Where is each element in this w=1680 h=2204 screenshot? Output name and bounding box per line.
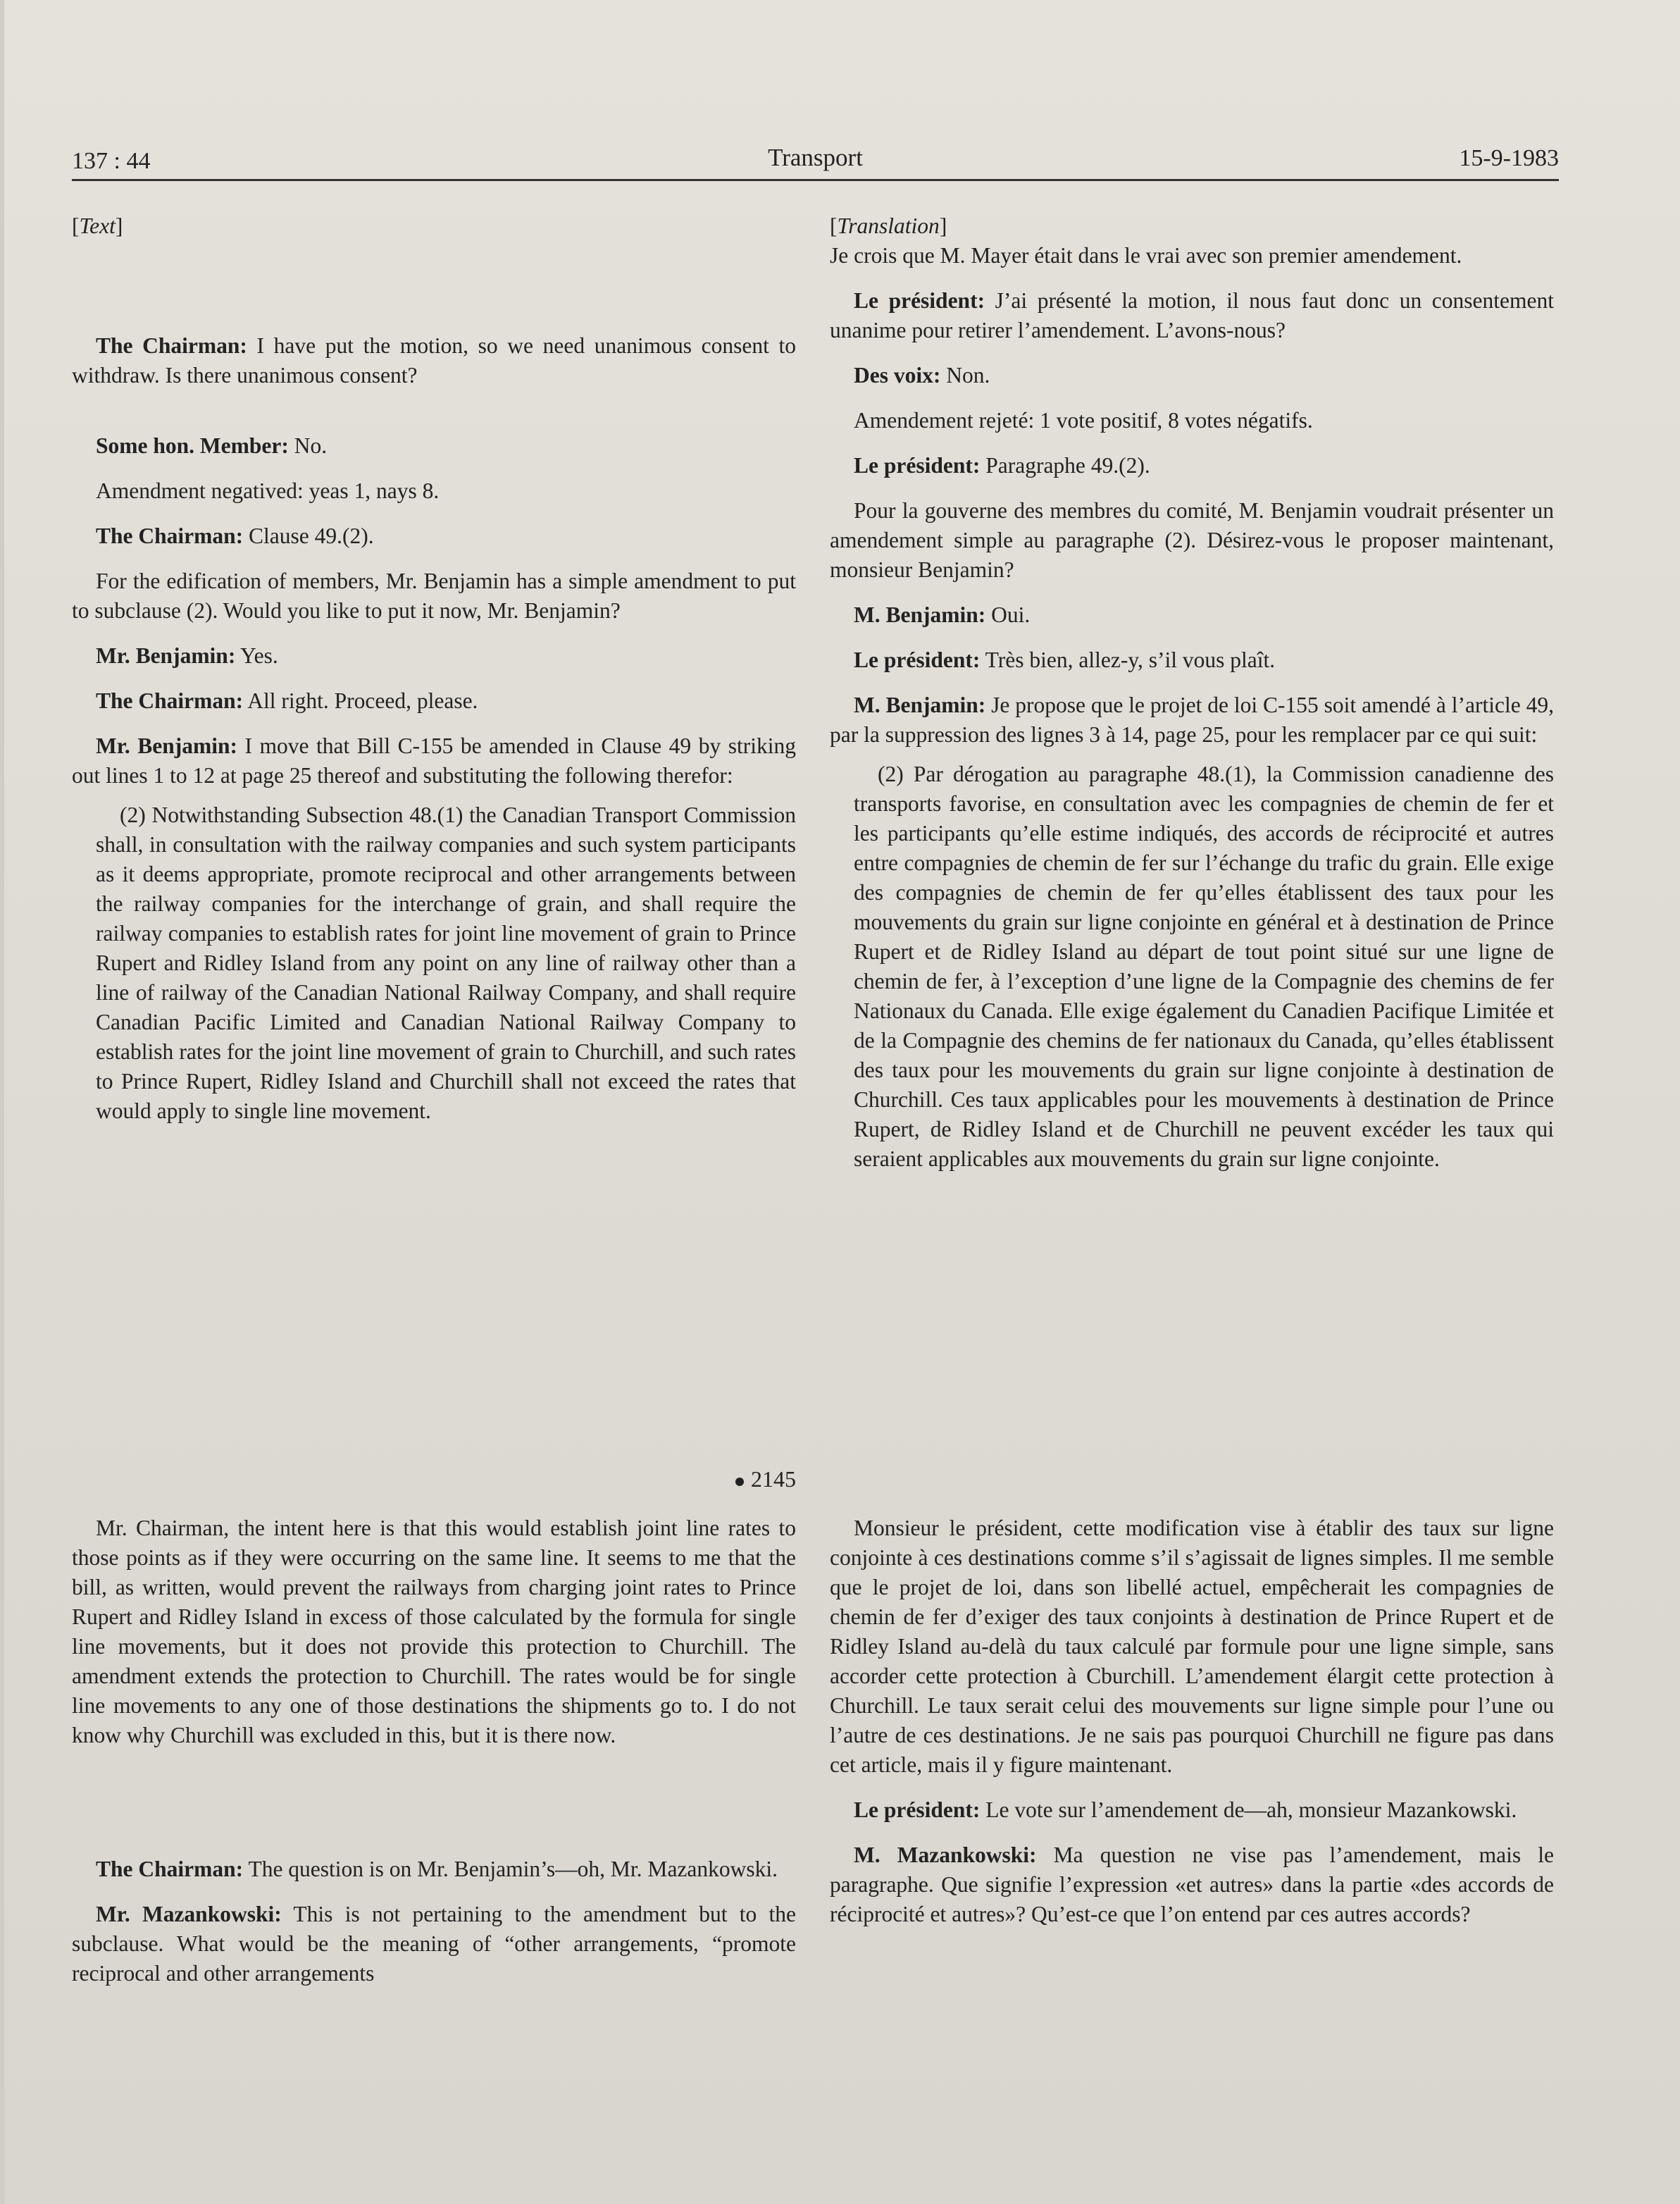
speaker-name: M. Mazankowski: <box>854 1843 1037 1867</box>
speaker-name: The Chairman: <box>96 524 244 548</box>
paragraph: The Chairman: The question is on Mr. Benjamin’s—oh, Mr. Mazankowski. <box>96 1857 778 1881</box>
speaker-name: The Chairman: <box>96 333 247 358</box>
speaker-name: M. Benjamin: <box>854 693 986 717</box>
paragraph: M. Benjamin: Oui. <box>854 602 1031 627</box>
paragraph: Mr. Benjamin: Yes. <box>96 643 278 668</box>
paragraph: Some hon. Member: No. <box>96 433 328 458</box>
paragraph: For the edification of members, Mr. Benjamin has a simple amendment to put to subclause (2). Would you like to put it now, Mr. Benjamin? <box>72 569 796 623</box>
speaker-name: Le président: <box>854 1797 981 1822</box>
paragraph: Mr. Chairman, the intent here is that this would establish joint line rates to those points as if they were occurring on the same line. It seems to me that the bill, as written, would prevent the railways from charging joint rates to Prince Rupert and Ridley Island in excess of those calculated by the formula for single line movements, but it does not provide this protection to Churchill. The amendment extends the protection to Churchill. The rates would be for single line movements to any one of those destinations the shipments go to. I do not know why Churchill was excluded in this, but it is there now. <box>72 1516 796 1747</box>
amendment-quote: (2) Par dérogation au paragraphe 48.(1), la Commission canadienne des transports favorise, en consultation avec les compagnies de chemin de fer et les participants qu’elle estime indiqués, des accords de réciprocité et autres entre compagnies de chemin de fer sur l’échange du trafic du grain. Elle exige des compagnies de chemin de fer qu’elles établissent des taux pour les mouvements du grain sur ligne conjointe en général et à destination de Prince Rupert et de Ridley Island au départ de tout point situé sur une ligne de chemin de fer, à l’exception d’une ligne de la Compagnie des chemins de fer Nationaux du Canada. Elle exige également du Canadien Pacifique Limitée et de la Compagnie des chemins de fer nationaux du Canada, qu’elles établissent des taux pour les mouvements du grain sur ligne conjointe à destination de Churchill. Ces taux applicables pour les mouvements à destination de Prince Rupert, de Ridley Island et de Churchill ne peuvent excéder les taux qui seraient applicables aux mouvements du grain sur ligne conjointe. <box>854 762 1554 1171</box>
paragraph: Amendement rejeté: 1 vote positif, 8 votes négatifs. <box>854 408 1313 433</box>
section-tag: [Translation] <box>830 213 947 238</box>
speaker-name: Mr. Benjamin: <box>96 643 236 668</box>
speaker-name: Mr. Mazankowski: <box>96 1902 282 1926</box>
speaker-name: The Chairman: <box>96 688 244 713</box>
paragraph: Monsieur le président, cette modification vise à établir des taux sur ligne conjointe à ces destinations comme s’il s’agissait de lignes simples. Il me semble que le projet de loi, dans son libellé actuel, empêcherait les compagnies de chemin de fer d’exiger des taux conjoints à destination de Prince Rupert et de Ridley Island au-delà du taux calculé par formule pour une ligne simple, sans accorder cette protection à Cburchill. L’amendement élargit cette protection à Churchill. Le taux serait celui des mouvements sur ligne simple pour l’une ou l’autre de ces destinations. Je ne sais pas pourquoi Churchill ne figure pas dans cet article, mais il y figure maintenant. <box>830 1516 1554 1777</box>
running-title: Transport <box>768 144 863 171</box>
paragraph: Le président: Très bien, allez-y, s’il vous plaît. <box>854 648 1276 672</box>
paragraph: Le président: Le vote sur l’amendement de—ah, monsieur Mazankowski. <box>854 1797 1517 1822</box>
paragraph: Le président: J’ai présenté la motion, il nous faut donc un consentement unanime pour retirer l’amendement. L’avons-nous? <box>830 288 1554 342</box>
speaker-name: The Chairman: <box>96 1857 244 1881</box>
section-tag: [Text] <box>72 213 123 238</box>
speaker-name: Des voix: <box>854 363 941 388</box>
amendment-quote: (2) Notwithstanding Subsection 48.(1) the Canadian Transport Commission shall, in consultation with the railway companies and such system participants as it deems appropriate, promote reciprocal and other arrangements between the railway companies for the interchange of grain, and shall require the railway companies to establish rates for joint line movement of grain to Prince Rupert and Ridley Island from any point on any line of railway other than a line of railway of the Canadian National Railway Company, and shall require Canadian Pacific Limited and Canadian National Railway Company to establish rates for the joint line movement of grain to Churchill, and such rates to Prince Rupert, Ridley Island and Churchill shall not exceed the rates that would apply to single line movement. <box>96 803 796 1123</box>
time-mark: 2145 <box>72 1464 796 1494</box>
paragraph: The Chairman: I have put the motion, so we need unanimous consent to withdraw. Is there unanimous consent? <box>72 333 796 388</box>
paragraph: Amendment negatived: yeas 1, nays 8. <box>96 478 440 503</box>
speaker-name: Some hon. Member: <box>96 433 289 458</box>
speaker-name: Mr. Benjamin: <box>96 733 237 758</box>
paragraph: Pour la gouverne des membres du comité, M. Benjamin voudrait présenter un amendement simple au paragraphe (2). Désirez-vous le proposer maintenant, monsieur Benjamin? <box>830 498 1554 582</box>
page-header <box>72 141 1559 181</box>
header-date: 15-9-1983 <box>1459 145 1559 171</box>
page-number: 137 : 44 <box>72 148 151 174</box>
paragraph: The Chairman: All right. Proceed, please. <box>96 688 478 713</box>
speaker-name: Le président: <box>854 288 985 313</box>
paragraph: Mr. Benjamin: I move that Bill C-155 be amended in Clause 49 by striking out lines 1 to 12 at page 25 thereof and substituting the following therefor: <box>72 733 796 788</box>
speaker-name: M. Benjamin: <box>854 602 986 627</box>
bullet-icon <box>735 1478 744 1486</box>
paragraph: Je crois que M. Mayer était dans le vrai avec son premier amendement. <box>830 243 1462 268</box>
paragraph: M. Mazankowski: Ma question ne vise pas l’amendement, mais le paragraphe. Que signifie l’expression «et autres» dans la partie «des accords de réciprocité et autres»? Qu’est-ce que l’on entend par ces autres accords? <box>830 1843 1555 1926</box>
paragraph: The Chairman: Clause 49.(2). <box>96 524 374 548</box>
speaker-name: Le président: <box>854 453 981 478</box>
paragraph: M. Benjamin: Je propose que le projet de loi C-155 soit amendé à l’article 49, par la suppression des lignes 3 à 14, page 25, pour les remplacer par ce qui suit: <box>830 693 1554 747</box>
paragraph: Des voix: Non. <box>854 363 990 388</box>
paragraph: Mr. Mazankowski: This is not pertaining to the amendment but to the subclause. What would be the meaning of “other arrangements, “promote reciprocal and other arrangements <box>72 1902 796 1986</box>
paragraph: Le président: Paragraphe 49.(2). <box>854 453 1150 478</box>
speaker-name: Le président: <box>854 648 981 672</box>
